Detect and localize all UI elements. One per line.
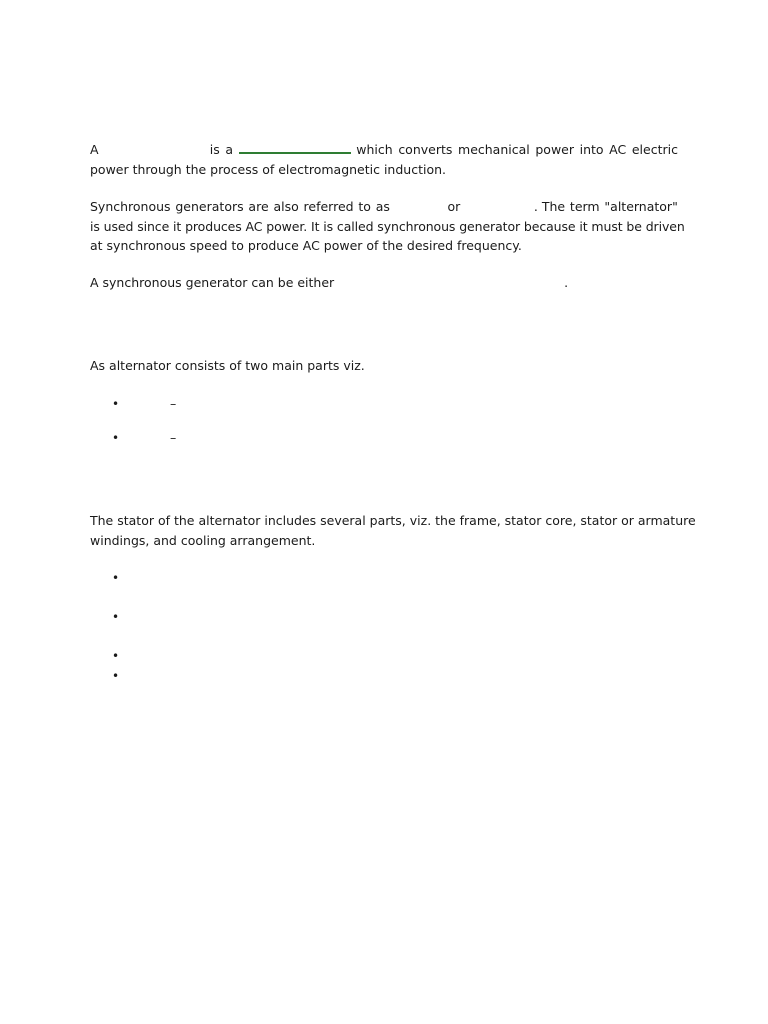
list-item [112, 646, 119, 666]
synonyms-paragraph [90, 197, 685, 256]
list-item [112, 394, 232, 414]
word: a [225, 142, 234, 157]
word: electric [631, 142, 678, 157]
synonyms-line-3: at synchronous speed to produce AC power of the desired frequency. [90, 238, 522, 253]
stator-line-2: windings, and cooling arrangement. [90, 532, 316, 548]
word: AC [609, 142, 627, 157]
bullet: • [112, 431, 120, 445]
word: power [535, 142, 574, 157]
parts-intro-paragraph [90, 356, 678, 376]
word: term [569, 199, 600, 214]
list-item [112, 428, 232, 448]
word: Synchronous [90, 199, 171, 214]
word: referred [303, 199, 354, 214]
dash: – [170, 396, 177, 411]
types-paragraph [90, 273, 678, 293]
blank-space [104, 140, 204, 160]
word: is [209, 142, 220, 157]
word: also [273, 199, 299, 214]
word: as [375, 199, 390, 214]
list-item [112, 568, 119, 588]
definition-paragraph [90, 140, 678, 179]
word: mechanical [458, 142, 530, 157]
word: A [90, 142, 99, 157]
bullet: • [112, 397, 120, 411]
bullet: • [112, 649, 120, 663]
list-item [112, 607, 119, 627]
word: . The [533, 199, 566, 214]
word: which [356, 142, 393, 157]
word: or [447, 199, 461, 214]
word: to [358, 199, 371, 214]
bullet: • [112, 610, 120, 624]
blank-space [395, 197, 443, 217]
word: generators [175, 199, 244, 214]
list-item [112, 666, 119, 686]
types-period: . [564, 275, 569, 290]
bullet: • [112, 571, 120, 585]
parts-intro-text: As alternator consists of two main parts viz. [90, 358, 365, 373]
synonyms-line-2: is used since it produces AC power. It is called synchronous generator because it must be driven [90, 218, 685, 234]
word: converts [398, 142, 453, 157]
bullet: • [112, 669, 120, 683]
word: are [248, 199, 269, 214]
synonyms-line-1 [90, 197, 678, 217]
stator-paragraph [90, 511, 696, 550]
types-text: A synchronous generator can be either [90, 275, 335, 290]
word: "alternator" [604, 199, 678, 214]
word: into [579, 142, 604, 157]
definition-line-2: power through the process of electromagnetic induction. [90, 161, 446, 177]
definition-line-1 [90, 140, 678, 160]
fill-in-blank[interactable] [239, 140, 351, 154]
stator-line-1: The stator of the alternator includes several parts, viz. the frame, stator core, stator or armature [90, 513, 696, 528]
blank-space [465, 197, 529, 217]
dash: – [170, 430, 177, 445]
